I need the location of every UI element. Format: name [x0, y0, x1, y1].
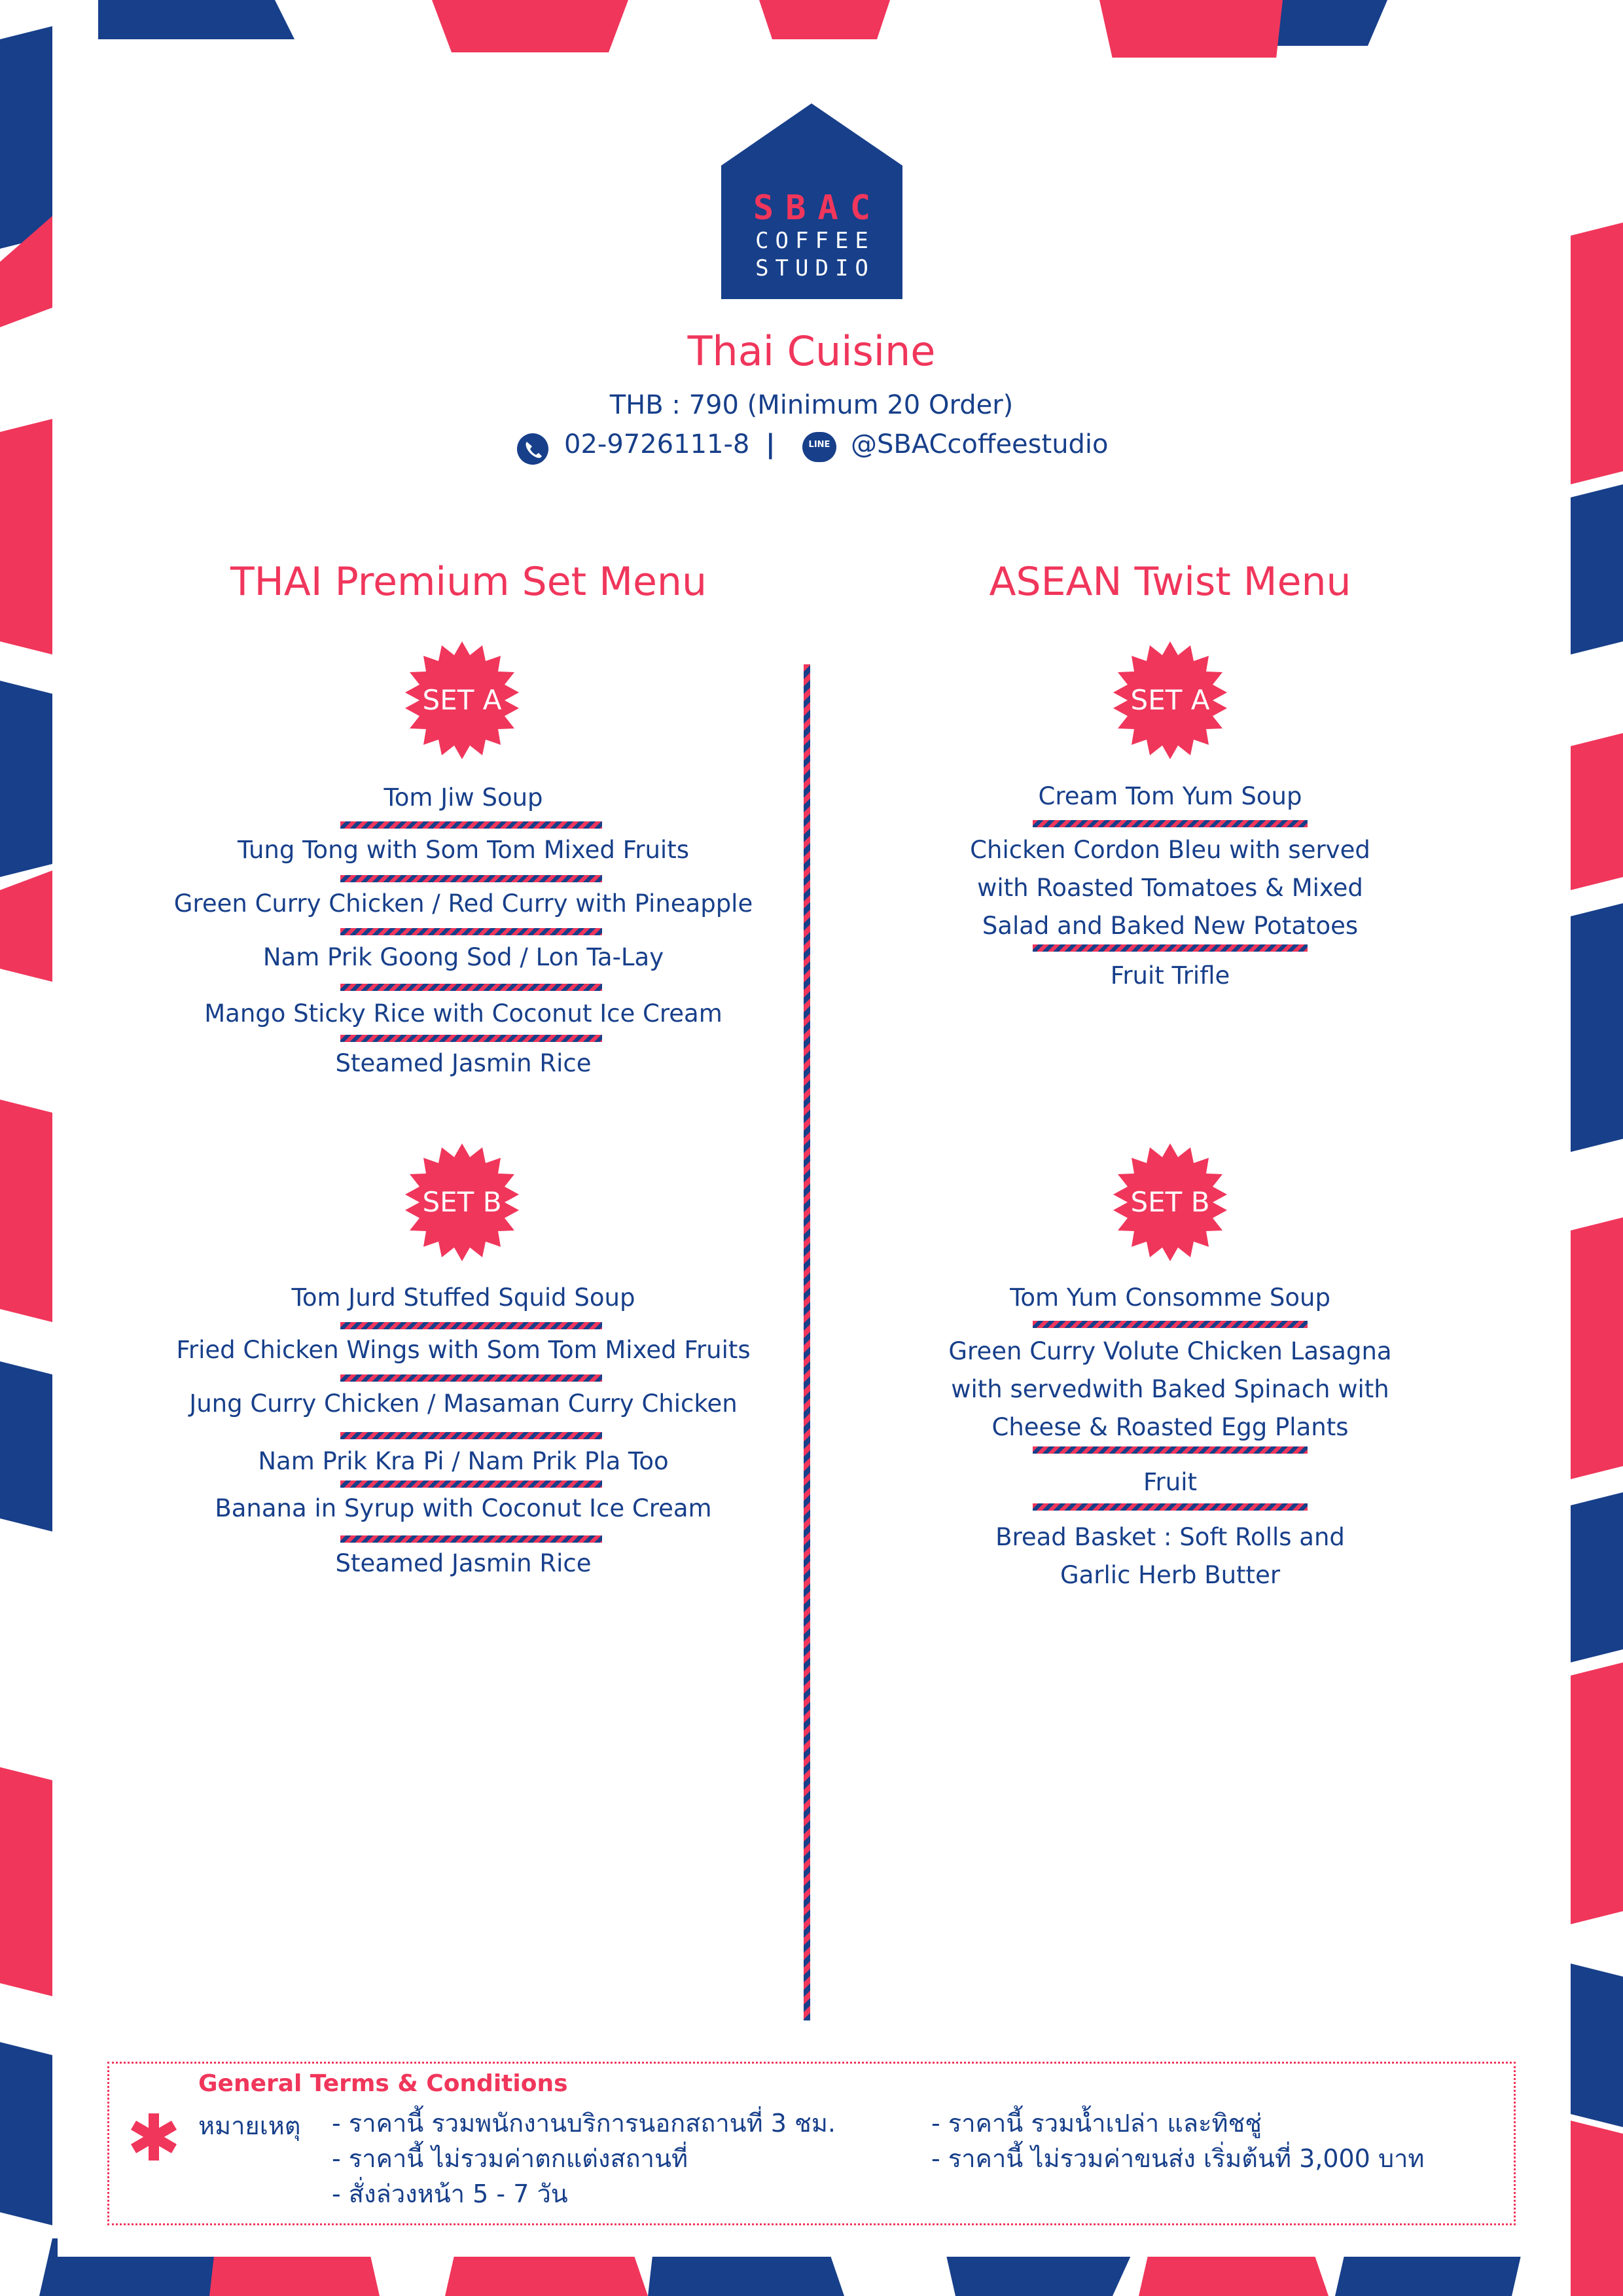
logo-line-2: COFFEE [755, 228, 875, 254]
phone-icon [517, 433, 548, 465]
note-label: หมายเหตุ [198, 2111, 301, 2140]
contact-line [517, 429, 1171, 466]
logo-line-3: STUDIO [755, 255, 875, 281]
terms-column-1 [332, 2106, 836, 2212]
item-separator [1033, 1503, 1308, 1511]
term-item: - ราคานี้ ไม่รวมค่าตกแต่งสถานที่ [332, 2144, 688, 2173]
price-line: THB : 790 (Minimum 20 Order) [609, 390, 1014, 420]
item-separator [1033, 1446, 1308, 1454]
menu-item: Banana in Syrup with Coconut Ice Cream [215, 1494, 712, 1522]
item-separator [1033, 1321, 1308, 1328]
term-item: - ราคานี้ ไม่รวมค่าขนส่ง เริ่มต้นที่ 3,000 บาท [931, 2144, 1425, 2173]
page-title: Thai Cuisine [687, 327, 936, 375]
item-separator [340, 928, 602, 935]
item-separator [340, 1374, 602, 1382]
left-set-b-badge: SET B [403, 1143, 521, 1261]
terms-column-2 [931, 2106, 1424, 2176]
item-separator [340, 1035, 602, 1042]
left-set-a-badge: SET A [403, 641, 521, 759]
menu-item: Tom Jurd Stuffed Squid Soup [291, 1283, 635, 1312]
menu-page [58, 58, 1563, 2257]
menu-item: Bread Basket : Soft Rolls and Garlic Herb Butter [995, 1523, 1345, 1589]
line-app-icon: LINE [802, 432, 836, 462]
right-set-a-badge: SET A [1111, 641, 1229, 759]
term-item: - ราคานี้ รวมพนักงานบริการนอกสถานที่ 3 ชม. [332, 2109, 836, 2138]
menu-item: Tom Yum Consomme Soup [1010, 1283, 1330, 1312]
menu-item: Tung Tong with Som Tom Mixed Fruits [237, 836, 689, 864]
item-separator [340, 1322, 602, 1329]
item-separator [1033, 944, 1308, 952]
menu-item: Green Curry Volute Chicken Lasagna with servedwith Baked Spinach with Cheese & Roasted Egg Plants [948, 1337, 1392, 1441]
menu-item: Cream Tom Yum Soup [1038, 782, 1302, 810]
menu-item: Steamed Jasmin Rice [335, 1049, 592, 1077]
menu-item: Fruit Trifle [1110, 961, 1230, 990]
item-separator [340, 984, 602, 991]
menu-item: Fruit [1143, 1468, 1198, 1496]
item-separator [340, 1535, 602, 1543]
right-column-title: ASEAN Twist Menu [989, 559, 1351, 605]
term-item: - ราคานี้ รวมน้ำเปล่า และทิชชู่ [931, 2109, 1262, 2138]
item-separator [340, 875, 602, 882]
menu-item: Mango Sticky Rice with Coconut Ice Cream [204, 999, 722, 1028]
item-separator [340, 1432, 602, 1439]
menu-item: Tom Jiw Soup [383, 783, 543, 812]
phone-number: 02-9726111-8 [564, 429, 750, 459]
item-separator [340, 1480, 602, 1488]
menu-item: Steamed Jasmin Rice [335, 1549, 592, 1577]
logo-line-1: SBAC [753, 188, 883, 228]
menu-item: Fried Chicken Wings with Som Tom Mixed Fruits [176, 1336, 751, 1364]
item-separator [1033, 820, 1308, 827]
terms-title: General Terms & Conditions [198, 2070, 568, 2097]
term-item: - สั่งล่วงหน้า 5 - 7 วัน [332, 2179, 568, 2208]
menu-item: Green Curry Chicken / Red Curry with Pineapple [173, 889, 753, 918]
asterisk-icon [128, 2111, 180, 2163]
brand-logo [721, 103, 902, 299]
menu-item: Jung Curry Chicken / Masaman Curry Chicken [189, 1390, 738, 1418]
line-id: @SBACcoffeestudio [851, 429, 1109, 459]
menu-item: Nam Prik Kra Pi / Nam Prik Pla Too [258, 1447, 669, 1475]
right-set-b-badge: SET B [1111, 1143, 1229, 1261]
menu-item: Nam Prik Goong Sod / Lon Ta-Lay [262, 943, 664, 971]
terms-box [107, 2062, 1516, 2225]
left-column-title: THAI Premium Set Menu [230, 559, 707, 605]
column-divider [804, 664, 810, 2020]
contact-separator: | [766, 429, 776, 459]
menu-item: Chicken Cordon Bleu with served with Roasted Tomatoes & Mixed Salad and Baked New Potatoes [970, 836, 1370, 940]
item-separator [340, 821, 602, 829]
